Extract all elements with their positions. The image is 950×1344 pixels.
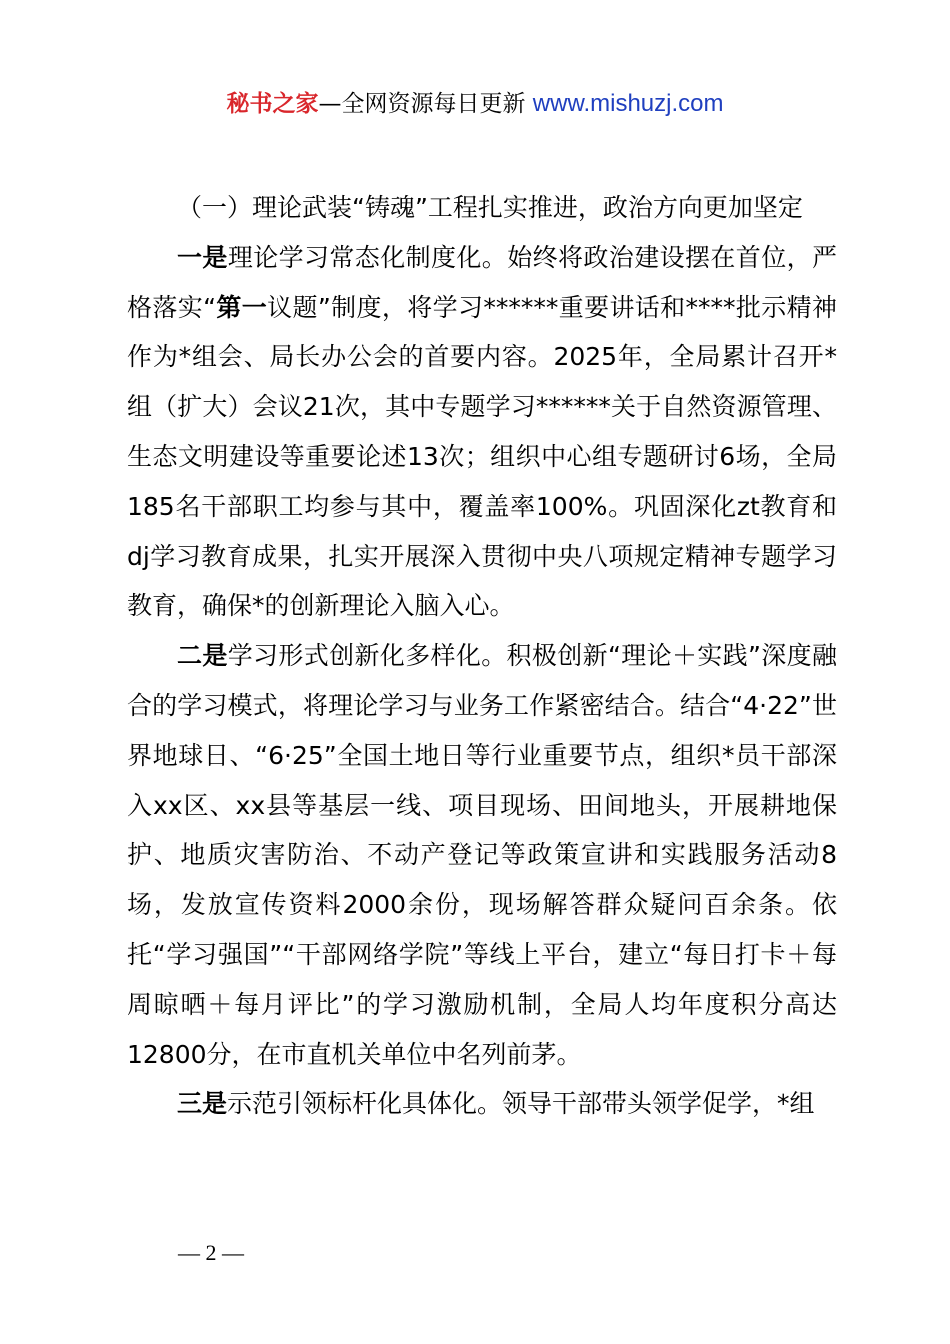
- paragraph-text: 理论学习常态化制度化。始终将政治建设摆在首位，严格落实“: [127, 242, 837, 322]
- section-heading: （一）理论武装“铸魂”工程扎实推进，政治方向更加坚定: [177, 193, 803, 222]
- document-body: [127, 183, 837, 1129]
- page-number: — 2 —: [178, 1240, 244, 1265]
- paragraph-3: [127, 1079, 837, 1129]
- paragraph-2: [127, 631, 837, 1079]
- paragraph-text: 议题”制度，将学习******重要讲话和****批示精神作为*组会、局长办公会的首要内容。2025年，全局累计召开*组（扩大）会议21次，其中专题学习******关于自然资源管理、生态文明建设等重要论述13次；组织中心组专题研讨6场，全局185名干部职工均参与其中，覆盖率100%。巩固深化zt教育和dj学习教育成果，扎实开展深入贯彻中央八项规定精神专题学习教育，确保*的创新理论入脑入心。: [127, 292, 837, 621]
- keyword-emphasis: 第一: [216, 292, 268, 322]
- banner-tagline: —全网资源每日更新: [318, 91, 533, 117]
- paragraph-text: 示范引领标杆化具体化。领导干部带头领学促学，*组: [227, 1089, 815, 1119]
- paragraph-lead: 三是: [177, 1089, 228, 1119]
- banner-url-link[interactable]: www.mishuzj.com: [532, 90, 724, 117]
- paragraph-1: [127, 233, 837, 631]
- paragraph-lead: 二是: [177, 641, 228, 671]
- site-banner: [0, 86, 950, 122]
- brand-name: 秘书之家: [226, 91, 319, 117]
- paragraph-lead: 一是: [177, 242, 228, 272]
- paragraph-text: 学习形式创新化多样化。积极创新“理论＋实践”深度融合的学习模式，将理论学习与业务工作紧密结合。结合“4·22”世界地球日、“6·25”全国土地日等行业重要节点，组织*员干部深入xx区、xx县等基层一线、项目现场、田间地头，开展耕地保护、地质灾害防治、不动产登记等政策宣讲和实践服务活动8场，发放宣传资料2000余份，现场解答群众疑问百余条。依托“学习强国”“干部网络学院”等线上平台，建立“每日打卡＋每周晾晒＋每月评比”的学习激励机制，全局人均年度积分高达12800分，在市直机关单位中名列前茅。: [127, 641, 837, 1069]
